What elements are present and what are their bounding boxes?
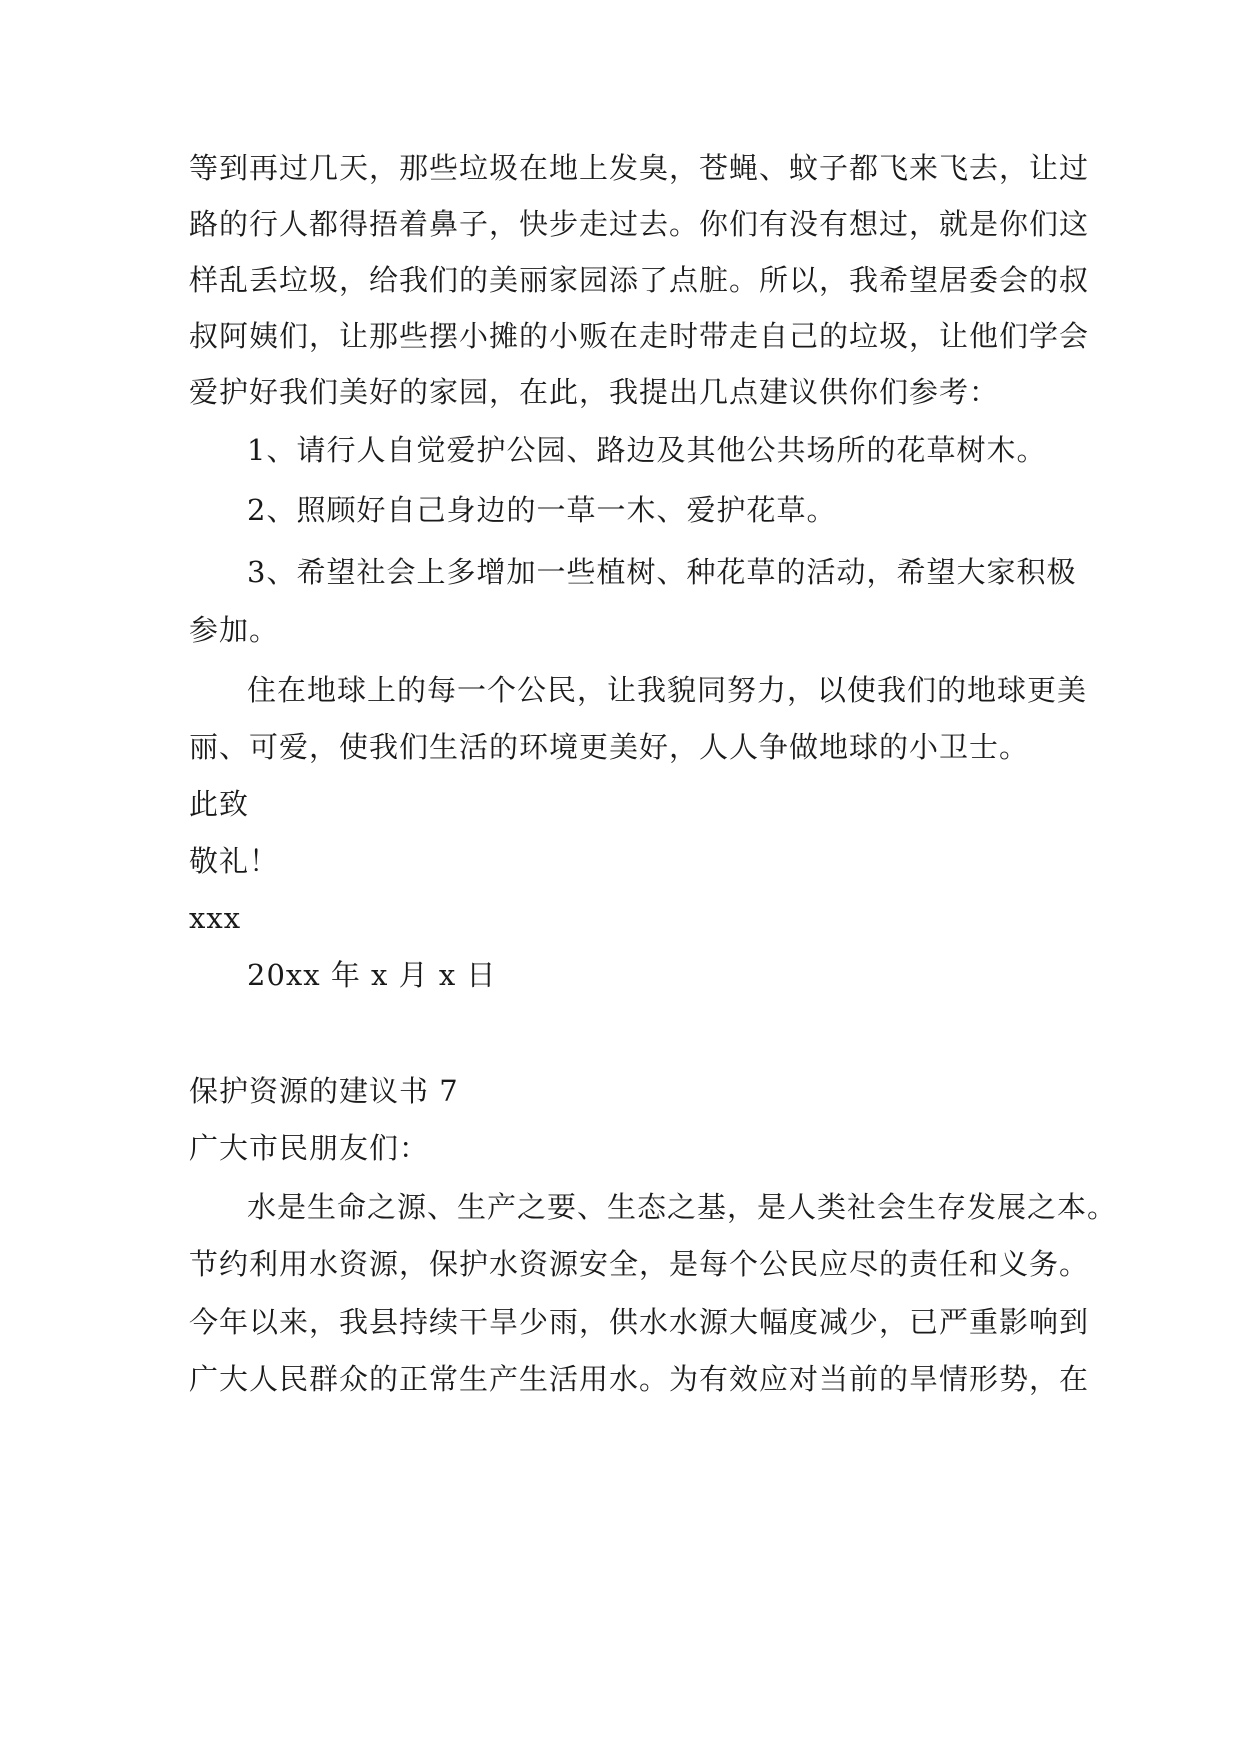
text-line: 2、照顾好自己身边的一草一木、爱护花草。	[247, 493, 837, 527]
text-line: 路的行人都得捂着鼻子，快步走过去。你们有没有想过，就是你们这	[189, 207, 1090, 241]
text-line: 叔阿姨们，让那些摆小摊的小贩在走时带走自己的垃圾，让他们学会	[189, 319, 1090, 353]
text-line: 1、请行人自觉爱护公园、路边及其他公共场所的花草树木。	[247, 433, 1047, 467]
text-line: 3、希望社会上多增加一些植树、种花草的活动，希望大家积极	[247, 555, 1077, 589]
text-line: 水是生命之源、生产之要、生态之基，是人类社会生存发展之本。	[247, 1190, 1118, 1224]
text-line: 参加。	[189, 613, 280, 647]
date-line: 20xx 年 x 月 x 日	[247, 958, 497, 992]
text-line: 丽、可爱，使我们生活的环境更美好，人人争做地球的小卫士。	[189, 730, 1030, 764]
section-title: 保护资源的建议书 7	[189, 1074, 459, 1108]
text-line: 爱护好我们美好的家园，在此，我提出几点建议供你们参考：	[189, 375, 1000, 409]
closing-line: 此致	[189, 787, 250, 821]
greeting-line: 广大市民朋友们：	[189, 1131, 430, 1165]
text-line: 今年以来，我县持续干旱少雨，供水水源大幅度减少，已严重影响到	[189, 1305, 1090, 1339]
text-line: 等到再过几天，那些垃圾在地上发臭，苍蝇、蚊子都飞来飞去，让过	[189, 151, 1090, 185]
text-line: 样乱丢垃圾，给我们的美丽家园添了点脏。所以，我希望居委会的叔	[189, 263, 1090, 297]
text-line: 节约利用水资源，保护水资源安全，是每个公民应尽的责任和义务。	[189, 1247, 1090, 1281]
text-line: 广大人民群众的正常生产生活用水。为有效应对当前的旱情形势，在	[189, 1362, 1090, 1396]
text-line: 住在地球上的每一个公民，让我貌同努力，以使我们的地球更美	[247, 673, 1088, 707]
salutation-line: 敬礼！	[189, 844, 280, 878]
signature-line: xxx	[189, 901, 242, 935]
